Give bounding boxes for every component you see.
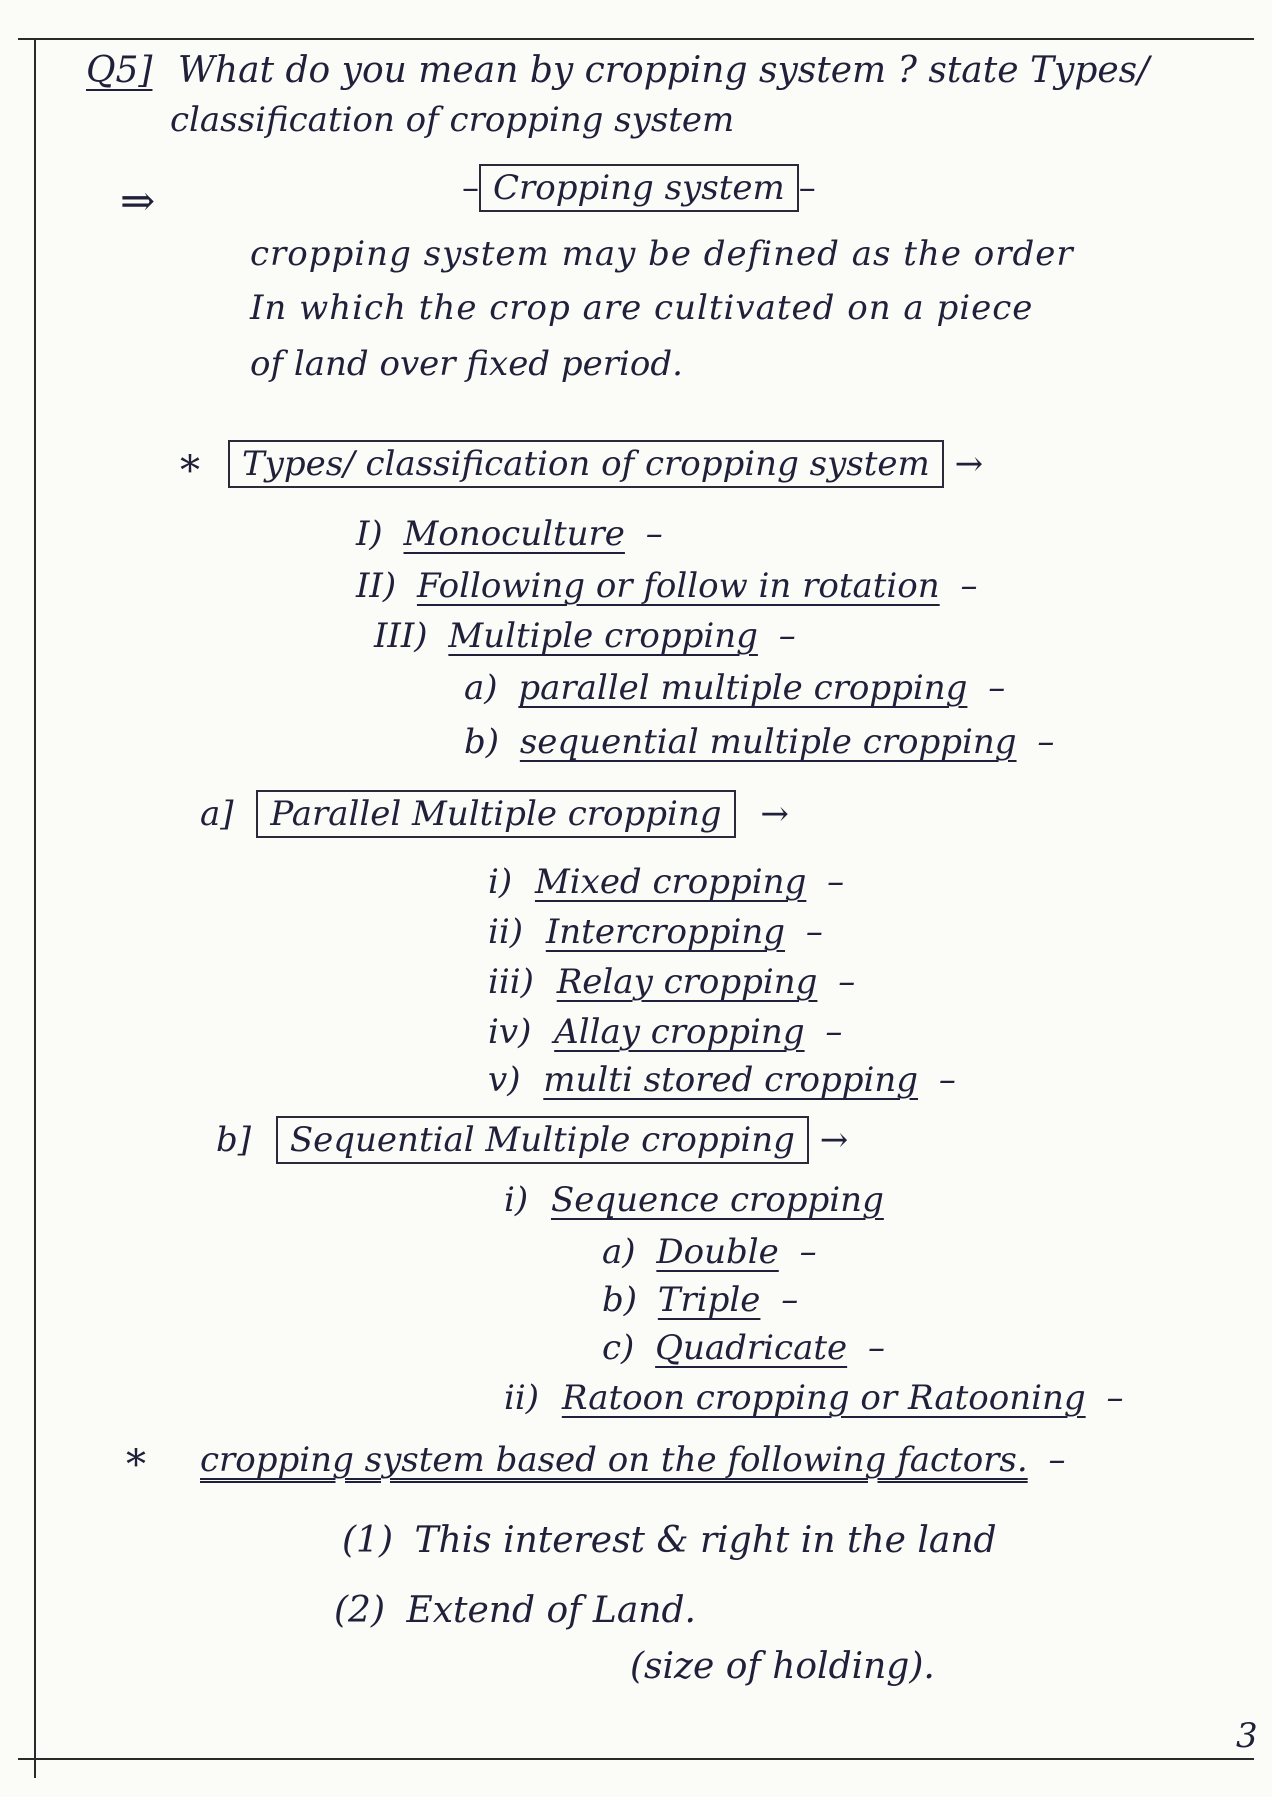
list-item-text: Following or follow in rotation — [416, 566, 940, 606]
definition-line-2: In which the crop are cultivated on a piece — [250, 288, 1034, 328]
factors-item-1: (1) This interest & right in the land — [342, 1520, 997, 1561]
list-item-label: a) — [464, 668, 498, 708]
types-bullet: * — [180, 448, 200, 494]
parallel-item-2: ii) Intercropping – — [488, 912, 823, 952]
sequential-heading-title: Sequential Multiple cropping — [276, 1116, 809, 1164]
list-item-label: b) — [464, 722, 500, 762]
question-line-1 — [86, 50, 1149, 91]
types-item-3: III) Multiple cropping – — [374, 616, 796, 656]
question-number: Q5] — [86, 50, 153, 91]
question-line-2: classification of cropping system — [170, 100, 735, 140]
sequential-subitem-c: c) Quadricate – — [602, 1328, 885, 1368]
types-subitem-a: a) parallel multiple cropping – — [464, 668, 1006, 708]
definition-line-3: of land over fixed period. — [250, 344, 683, 384]
sequential-arrow-icon: → — [819, 1120, 849, 1160]
top-rule — [18, 38, 1254, 40]
parallel-label: a] — [200, 794, 234, 834]
factors-item-2: (2) Extend of Land. — [334, 1590, 696, 1631]
answer-arrow-icon: ⇒ — [120, 176, 156, 225]
list-item-label: II) — [356, 566, 397, 606]
list-item-text: Monoculture — [403, 514, 625, 554]
parallel-arrow-icon: → — [760, 794, 789, 834]
bottom-rule — [18, 1758, 1254, 1760]
factors-note: (size of holding). — [630, 1646, 935, 1687]
list-item-text: parallel multiple cropping — [518, 668, 968, 708]
parallel-item-1: i) Mixed cropping – — [488, 862, 845, 902]
list-item-label: I) — [356, 514, 383, 554]
parallel-heading-title: Parallel Multiple cropping — [256, 790, 735, 838]
factors-heading: cropping system based on the following factors. – — [200, 1440, 1066, 1480]
definition-line-1: cropping system may be defined as the order — [250, 234, 1074, 274]
sequential-item-2: ii) Ratoon cropping or Ratooning – — [504, 1378, 1124, 1418]
list-item-label: III) — [374, 616, 428, 656]
parallel-item-5: v) multi stored cropping – — [488, 1060, 956, 1100]
sequential-subitem-a: a) Double – — [602, 1232, 817, 1272]
types-heading-title: Types/ classification of cropping system — [228, 440, 944, 488]
types-item-1: I) Monoculture – — [356, 514, 663, 554]
types-heading — [228, 444, 983, 484]
factors-bullet: * — [126, 1442, 146, 1488]
page-number: 3 — [1236, 1716, 1258, 1756]
sequential-subitem-b: b) Triple – — [602, 1280, 799, 1320]
question-text: What do you mean by cropping system ? state Types/ — [177, 50, 1150, 91]
types-subitem-b: b) sequential multiple cropping – — [464, 722, 1055, 762]
parallel-item-3: iii) Relay cropping – — [488, 962, 856, 1002]
sequential-label: b] — [216, 1120, 252, 1160]
list-item-text: sequential multiple cropping — [519, 722, 1017, 762]
types-arrow-icon: → — [954, 444, 984, 484]
parallel-item-4: iv) Allay cropping – — [488, 1012, 843, 1052]
heading-cropping-system-title: Cropping system — [479, 164, 799, 212]
factors-heading-title: cropping system based on the following factors. — [200, 1440, 1028, 1480]
list-item-text: Multiple cropping — [448, 616, 758, 656]
heading-cropping-system: – Cropping system – — [462, 168, 816, 208]
types-item-2: II) Following or follow in rotation – — [356, 566, 978, 606]
sequential-heading — [216, 1120, 848, 1160]
parallel-heading — [200, 794, 789, 834]
sequential-item-1: i) Sequence cropping — [504, 1180, 884, 1220]
left-margin-rule — [34, 38, 36, 1778]
